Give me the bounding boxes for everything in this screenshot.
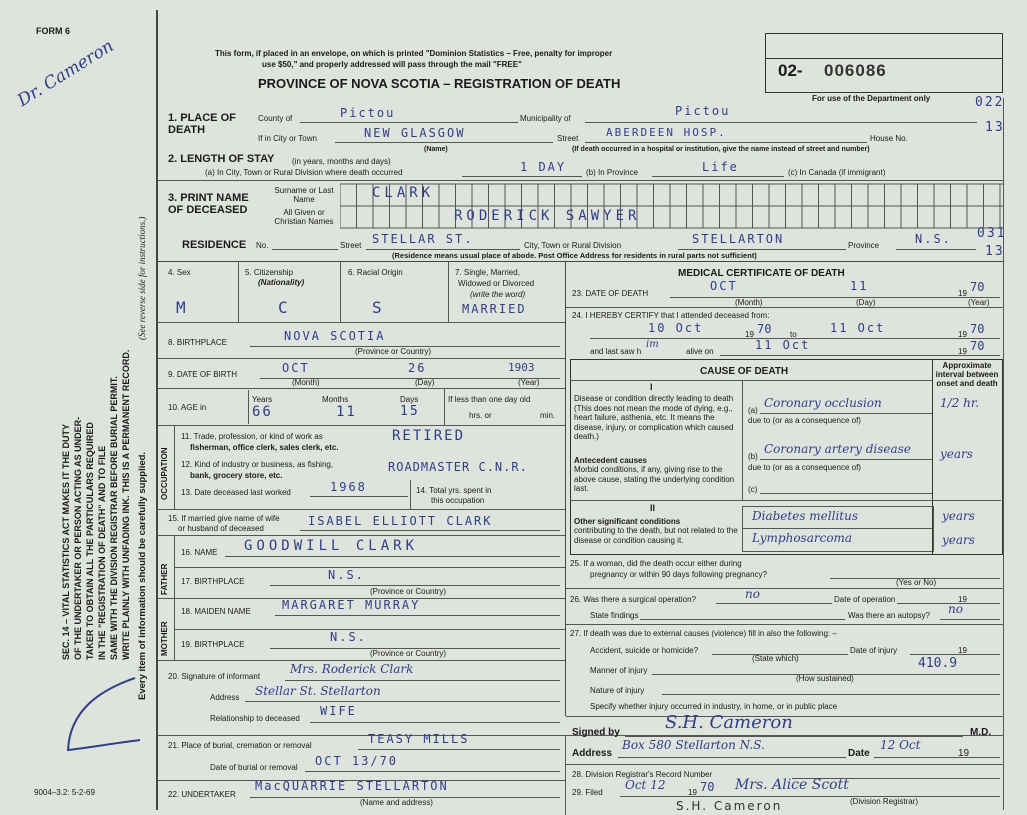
undertaker-note: (Name and address) xyxy=(360,798,433,807)
attended-year-1: 70 xyxy=(757,322,772,336)
stay-province-label: (b) In Province xyxy=(586,168,639,177)
margin-scribble xyxy=(40,670,150,770)
antecedent-label: Antecedent causes xyxy=(574,456,647,465)
city-label: If in City or Town xyxy=(258,134,317,143)
physician-signature: S.H. Cameron xyxy=(665,712,793,733)
dob-label: 9. DATE OF BIRTH xyxy=(168,370,238,379)
cause-b-interval: years xyxy=(940,447,973,461)
surgery-value: no xyxy=(745,587,760,601)
undertaker-label: 22. UNDERTAKER xyxy=(168,790,236,799)
last-seen-year: 70 xyxy=(970,339,985,353)
dod-day: 11 xyxy=(850,279,869,293)
cause-c-letter: (c) xyxy=(748,485,758,494)
pregnancy-label-2: pregnancy or within 90 days following pregnancy? xyxy=(590,570,767,579)
due-to-2: due to (or as a consequence of) xyxy=(748,463,861,472)
filed-prefix: 19 xyxy=(688,788,697,797)
informant-sig-label: 20. Signature of informant xyxy=(168,672,261,681)
father-birthplace-value: N.S. xyxy=(328,568,365,582)
injury-place-label: Specify whether injury occurred in industry, in home, or in public place xyxy=(590,702,838,711)
total-years-label-2: this occupation xyxy=(431,496,485,505)
under-day-label-3: min. xyxy=(540,411,556,420)
physician-address: Box 580 Stellarton N.S. xyxy=(622,738,765,752)
place-label: 1. PLACE OF DEATH xyxy=(168,112,236,136)
last-worked-label: 13. Date deceased last worked xyxy=(181,488,291,497)
under-day-label-1: If less than one day old xyxy=(448,395,531,404)
last-seen-value: 11 Oct xyxy=(755,338,811,352)
residence-label: RESIDENCE xyxy=(182,239,247,251)
dob-month: OCT xyxy=(282,361,310,375)
to-word: to xyxy=(790,330,797,339)
reg-prefix: 02- xyxy=(778,61,803,80)
other-condition-1: Diabetes mellitus xyxy=(752,509,858,523)
stay-province-value: Life xyxy=(702,160,739,174)
birthplace-value: NOVA SCOTIA xyxy=(284,329,386,343)
dod-year: 70 xyxy=(970,280,985,294)
residence-code-2: 13 xyxy=(985,244,1005,259)
residence-street-value: STELLAR ST. xyxy=(372,232,474,246)
age-months-value: 11 xyxy=(336,404,357,420)
dob-month-note: (Month) xyxy=(292,378,320,387)
relationship-value: WIFE xyxy=(320,704,357,718)
spouse-value: ISABEL ELLIOTT CLARK xyxy=(308,514,493,528)
father-name-value: GOODWILL CLARK xyxy=(244,538,419,554)
name-label: 3. PRINT NAME OF DECEASED xyxy=(168,192,249,216)
cause-title: CAUSE OF DEATH xyxy=(700,366,789,377)
racial-label: 6. Racial Origin xyxy=(348,268,403,277)
marital-label-3: (write the word) xyxy=(470,290,526,299)
cause-a-value: Coronary occlusion xyxy=(764,396,882,410)
given-label: All Given or Christian Names xyxy=(274,208,334,226)
racial-value: S xyxy=(372,298,384,317)
stay-canada-label: (c) In Canada (if immigrant) xyxy=(788,168,886,177)
stay-sublabel: (in years, months and days) xyxy=(292,157,391,166)
dob-year-note: (Year) xyxy=(518,378,540,387)
envelope-note-2: use $50," and properly addressed will pass through the mail "FREE" xyxy=(262,60,522,69)
injury-date-label: Date of injury xyxy=(850,646,898,655)
state-which-note: (State which) xyxy=(752,654,799,663)
doctor-signature-margin: Dr. Cameron xyxy=(14,36,118,111)
residence-street-label: Street xyxy=(340,241,362,250)
physician-address-label: Address xyxy=(572,748,613,759)
surname-label: Surname or Last Name xyxy=(274,186,334,204)
nature-label: Nature of injury xyxy=(590,686,645,695)
house-label: House No. xyxy=(870,134,908,143)
last-seen-prefix: 19 xyxy=(958,347,967,356)
mother-section-label: MOTHER xyxy=(160,621,169,656)
dob-day: 26 xyxy=(408,361,427,375)
filed-label: 29. Filed xyxy=(572,788,603,797)
dob-day-note: (Day) xyxy=(415,378,435,387)
marital-value: MARRIED xyxy=(462,302,527,316)
spouse-label-2: or husband of deceased xyxy=(178,524,264,533)
roman-2: II xyxy=(650,503,656,513)
other-condition-2-interval: years xyxy=(942,533,975,547)
dept-use-label: For use of the Department only xyxy=(812,94,931,103)
pregnancy-label-1: 25. If a woman, did the death occur either during xyxy=(570,559,742,568)
residence-province-value: N.S. xyxy=(915,232,952,246)
municipality-label: Municipality of xyxy=(520,114,571,123)
street-label: Street xyxy=(557,134,579,143)
reverse-note: (See reverse side for instructions.) xyxy=(137,216,147,340)
county-label: County of xyxy=(258,114,293,123)
father-name-label: 16. NAME xyxy=(181,548,218,557)
given-value: RODERICK SAWYER xyxy=(454,208,641,224)
county-value: Pictou xyxy=(340,106,396,120)
other-conditions-desc: contributing to the death, but not related to the disease or condition causing it. xyxy=(574,526,738,545)
other-condition-1-interval: years xyxy=(942,509,975,523)
informant-address: Stellar St. Stellarton xyxy=(255,684,381,698)
dod-month: OCT xyxy=(710,279,738,293)
burial-date: OCT 13/70 xyxy=(315,754,399,768)
last-seen-label: and last saw h xyxy=(590,347,642,356)
age-days-value: 15 xyxy=(400,404,420,419)
informant-address-label: Address xyxy=(210,693,240,702)
industry-label-1: 12. Kind of industry or business, as fishing, xyxy=(181,460,334,469)
undertaker-value: MacQUARRIE STELLARTON xyxy=(255,779,449,793)
form-number: FORM 6 xyxy=(36,26,71,36)
marital-label-2: Widowed or Divorced xyxy=(458,279,535,288)
relationship-label: Relationship to deceased xyxy=(210,714,300,723)
form-left-border xyxy=(156,10,158,810)
citizenship-note: (Nationality) xyxy=(258,278,305,287)
under-day-label-2: hrs. or xyxy=(469,411,492,420)
autopsy-label: Was there an autopsy? xyxy=(848,611,930,620)
cause-b-letter: (b) xyxy=(748,452,758,461)
attended-from: 10 Oct xyxy=(648,321,704,335)
dod-prefix: 19 xyxy=(958,289,967,298)
how-sustained-note: (How sustained) xyxy=(796,674,854,683)
attended-prefix-1: 19 xyxy=(745,330,754,339)
antecedent-desc: Morbid conditions, if any, giving rise to the above cause, stating the underlying condition last. xyxy=(574,465,735,493)
city-value: NEW GLASGOW xyxy=(364,126,466,140)
op-prefix: 19 xyxy=(958,595,967,604)
trade-value: RETIRED xyxy=(392,428,466,444)
surname-value: CLARK xyxy=(372,185,435,201)
municipality-value: Pictou xyxy=(675,104,731,118)
attended-year-2: 70 xyxy=(970,322,985,336)
stay-city-label: (a) In City, Town or Rural Division where death occurred xyxy=(205,168,403,177)
sec14-notice: SEC. 14 – VITAL STATISTICS ACT MAKES IT THE DUTY OF THE UNDERTAKER OR PERSON ACTING AS UNDER- TAKER TO OBTAIN ALL THE PARTICULARS REQUIRED IN THE "REGISTRATION OF DEATH" AND TO FILE SAME WITH THE DIVISION REGISTRAR BEFORE BURIAL PERMIT. WRITE PLAINLY WITH UNFADING INK. THIS IS A PERMANENT RECORD. xyxy=(61,349,131,660)
dob-year: 1903 xyxy=(508,361,535,374)
form-title: PROVINCE OF NOVA SCOTIA – REGISTRATION OF DEATH xyxy=(258,76,621,91)
roman-1: I xyxy=(650,382,653,392)
cause-b-value: Coronary artery disease xyxy=(764,442,911,456)
interval-header: Approximate interval between onset and death xyxy=(935,361,999,388)
burial-date-label: Date of burial or removal xyxy=(210,763,298,772)
residence-province-label: Province xyxy=(848,241,880,250)
citizenship-label: 5. Citizenship xyxy=(245,268,294,277)
informant-signature: Mrs. Roderick Clark xyxy=(290,662,414,676)
age-label: 10. AGE in xyxy=(168,403,207,412)
registrar-signature: Mrs. Alice Scott xyxy=(735,777,849,793)
age-years-value: 66 xyxy=(252,404,273,420)
supply-note: Every item of information should be carefully supplied. xyxy=(137,451,148,700)
hospital-note: (If death occurred in a hospital or institution, give the name instead of street and number) xyxy=(572,146,870,153)
other-conditions-label: Other significant conditions xyxy=(574,517,681,526)
industry-label-2: bank, grocery store, etc. xyxy=(190,471,283,480)
envelope-note-1: This form, if placed in an envelope, on which is printed "Dominion Statistics – Free, penalty for improper xyxy=(215,49,613,58)
last-worked-value: 1968 xyxy=(330,480,367,494)
age-days-label: Days xyxy=(400,395,419,404)
burial-place: TEASY MILLS xyxy=(368,732,470,746)
father-birthplace-note: (Province or Country) xyxy=(370,587,447,596)
trade-label-1: 11. Trade, profession, or kind of work as xyxy=(181,432,323,441)
autopsy-value: no xyxy=(948,602,963,616)
form-code: 9004–3.2: 5-2-69 xyxy=(34,788,95,797)
mother-maiden-value: MARGARET MURRAY xyxy=(282,598,421,612)
name-grid xyxy=(340,183,1004,229)
filed-date: Oct 12 xyxy=(625,778,666,792)
father-birthplace-label: 17. BIRTHPLACE xyxy=(181,577,245,586)
sex-value: M xyxy=(176,298,188,317)
alive-on-label: alive on xyxy=(686,347,714,356)
age-years-label: Years xyxy=(252,395,273,404)
spouse-label-1: 15. If married give name of wife xyxy=(168,514,280,523)
residence-no-label: No. xyxy=(256,241,269,250)
external-label: 27. If death was due to external causes (violence) fill in also the following: – xyxy=(570,629,837,638)
dod-year-note: (Year) xyxy=(968,298,990,307)
other-condition-2: Lymphosarcoma xyxy=(752,531,853,545)
icd-code: 410.9 xyxy=(918,656,958,671)
due-to-1: due to (or as a consequence of) xyxy=(748,416,861,425)
mother-birthplace-label: 19. BIRTHPLACE xyxy=(181,640,245,649)
trade-label-2: fisherman, office clerk, sales clerk, etc. xyxy=(190,443,339,452)
name-note: (Name) xyxy=(424,146,448,153)
birthplace-label: 8. BIRTHPLACE xyxy=(168,338,227,347)
age-months-label: Months xyxy=(322,395,349,404)
occupation-section-label: OCCUPATION xyxy=(160,447,169,500)
residence-code-1: 031 xyxy=(977,226,1007,241)
sex-label: 4. Sex xyxy=(168,268,191,277)
signed-label: Signed by xyxy=(572,727,620,738)
physician-date-prefix: 19 xyxy=(958,748,970,759)
medical-title: MEDICAL CERTIFICATE OF DEATH xyxy=(678,268,845,279)
physician-date: 12 Oct xyxy=(880,738,921,752)
citizenship-value: C xyxy=(278,298,290,317)
injury-prefix: 19 xyxy=(958,646,967,655)
dod-month-note: (Month) xyxy=(735,298,763,307)
registration-number: 006086 xyxy=(824,61,887,80)
last-seen-mid: im xyxy=(646,339,659,350)
accident-label: Accident, suicide or homicide? xyxy=(590,646,699,655)
burial-label: 21. Place of burial, cremation or removal xyxy=(168,741,312,750)
father-section-label: FATHER xyxy=(160,563,169,595)
findings-label: State findings xyxy=(590,611,639,620)
dod-day-note: (Day) xyxy=(856,298,876,307)
mother-birthplace-note: (Province or Country) xyxy=(370,649,447,658)
record-number-label: 28. Division Registrar's Record Number xyxy=(572,770,713,779)
attended-to: 11 Oct xyxy=(830,321,886,335)
stay-city-value: 1 DAY xyxy=(520,160,567,174)
total-years-label-1: 14. Total yrs. spent in xyxy=(416,486,492,495)
residence-city-value: STELLARTON xyxy=(692,232,785,246)
industry-value: ROADMASTER C.N.R. xyxy=(388,460,528,474)
cause-a-letter: (a) xyxy=(748,406,758,415)
attended-prefix-2: 19 xyxy=(958,330,967,339)
op-date-label: Date of operation xyxy=(834,595,896,604)
certify-label: 24. I HEREBY CERTIFY that I attended deceased from: xyxy=(572,311,770,320)
stay-label: 2. LENGTH OF STAY xyxy=(168,153,275,165)
street-value: ABERDEEN HOSP. xyxy=(606,126,727,139)
physician-date-label: Date xyxy=(848,748,870,759)
birthplace-note: (Province or Country) xyxy=(355,347,432,356)
manner-label: Manner of injury xyxy=(590,666,648,675)
dept-code: 022 xyxy=(975,95,1005,110)
mother-maiden-label: 18. MAIDEN NAME xyxy=(181,607,251,616)
direct-cause-label: Disease or condition directly leading to death (This does not mean the mode of dying, e.g., heart failure, asthenia, etc. It means the disease, injury, or complication which caused death.) xyxy=(574,394,734,441)
typed-physician-name: S.H. Cameron xyxy=(676,799,783,813)
md-label: M.D. xyxy=(970,727,992,738)
dod-label: 23. DATE OF DEATH xyxy=(572,289,649,298)
yes-no-note: (Yes or No) xyxy=(896,578,937,587)
surgery-label: 26. Was there a surgical operation? xyxy=(570,595,696,604)
residence-note: (Residence means usual place of abode. Post Office Address for residents in rural parts not sufficient) xyxy=(392,251,757,260)
filed-year: 70 xyxy=(700,780,715,794)
registrar-note: (Division Registrar) xyxy=(850,797,919,806)
cause-a-interval: 1/2 hr. xyxy=(940,396,980,410)
residence-city-label: City, Town or Rural Division xyxy=(524,241,622,250)
marital-label-1: 7. Single, Married, xyxy=(455,268,520,277)
house-code: 13 xyxy=(985,120,1005,135)
registration-number-box xyxy=(765,33,1003,93)
mother-birthplace-value: N.S. xyxy=(330,630,367,644)
